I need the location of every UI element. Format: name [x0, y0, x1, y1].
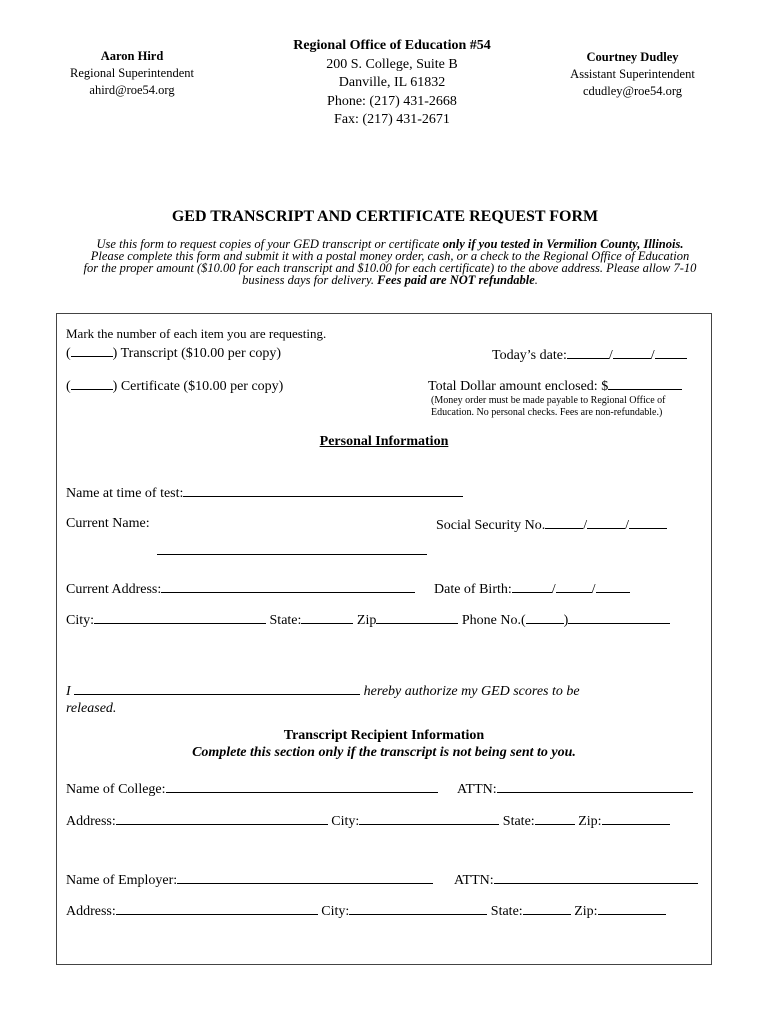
- office-name: Regional Office of Education #54: [293, 38, 491, 53]
- ssn-row: Social Security No. / /: [436, 516, 667, 534]
- intro-text-2: Please complete this form and submit it with a postal money order, cash, or a check to the Regional Office of Education for the proper amount ($10.00 for each transcript and $10.00 for each certificate) to the above address. Please allow 7-10 business days for delivery.: [83, 249, 697, 287]
- date-day-field[interactable]: [613, 346, 651, 359]
- ssn-part2-field[interactable]: [587, 516, 625, 529]
- personal-info-heading: Personal Information: [319, 434, 449, 449]
- assistant-superintendent-block: [555, 49, 710, 100]
- certificate-label: Certificate ($10.00 per copy): [120, 379, 284, 394]
- college-state-label: State:: [502, 814, 535, 829]
- dob-label: Date of Birth:: [434, 582, 512, 597]
- ssn-part3-field[interactable]: [629, 516, 667, 529]
- college-attn-field[interactable]: [497, 780, 693, 793]
- college-zip-label: Zip:: [578, 814, 602, 829]
- college-row: [66, 780, 438, 798]
- phone-label: Phone No.(: [461, 613, 526, 628]
- employer-state-label: State:: [490, 904, 523, 919]
- dob-month-field[interactable]: [512, 580, 552, 593]
- office-city: Danville, IL 61832: [338, 75, 446, 90]
- employer-zip-label: Zip:: [574, 904, 598, 919]
- date-month-field[interactable]: [567, 346, 609, 359]
- name-at-test-field[interactable]: [183, 484, 463, 497]
- office-street: 200 S. College, Suite B: [326, 56, 458, 72]
- intro-bold-2: Fees paid are NOT refundable: [377, 273, 535, 287]
- name-at-test-label: Name at time of test:: [66, 486, 184, 501]
- recipient-subheading: Complete this section only if the transcript is not being sent to you.: [192, 745, 576, 760]
- employer-city-field[interactable]: [349, 902, 487, 915]
- intro-text-1: Use this form to request copies of your GED transcript or certificate: [96, 237, 443, 251]
- assistant-name: Courtney Dudley: [586, 50, 679, 64]
- assistant-email: cdudley@roe54.org: [582, 84, 683, 98]
- employer-city-label: City:: [321, 904, 350, 919]
- superintendent-block: [52, 48, 212, 99]
- total-amount-label: Total Dollar amount enclosed: $: [428, 379, 609, 394]
- office-phone: Phone: (217) 431-2668: [327, 93, 457, 109]
- current-address-label: Current Address:: [66, 582, 162, 597]
- employer-state-field[interactable]: [523, 902, 571, 915]
- authorization-suffix: hereby authorize my GED scores to be: [363, 684, 580, 699]
- todays-date-label: Today’s date:: [492, 348, 567, 363]
- dob-row: Date of Birth: / /: [434, 580, 630, 598]
- city-field[interactable]: [94, 611, 266, 624]
- intro-end: .: [534, 273, 538, 287]
- college-city-label: City:: [331, 814, 360, 829]
- current-name-field[interactable]: [157, 554, 427, 555]
- college-address-label: Address:: [66, 814, 116, 829]
- total-amount-field[interactable]: [608, 377, 682, 390]
- phone-number-field[interactable]: [568, 611, 670, 624]
- college-name-field[interactable]: [166, 780, 438, 793]
- employer-name-field[interactable]: [177, 871, 433, 884]
- authorization-row: [66, 682, 580, 700]
- employer-address-field[interactable]: [116, 902, 318, 915]
- form-title: GED TRANSCRIPT AND CERTIFICATE REQUEST FORM: [171, 208, 599, 225]
- authorization-prefix: I: [66, 684, 71, 699]
- employer-attn-row: [454, 871, 698, 889]
- college-attn-label: ATTN:: [457, 782, 497, 797]
- recipient-heading: Transcript Recipient Information: [283, 728, 485, 743]
- college-address-field[interactable]: [116, 812, 328, 825]
- city-label: City:: [66, 613, 95, 628]
- city-state-zip-row: City: State: Zip Phone No.( ): [66, 611, 706, 629]
- college-address-row: [66, 812, 706, 830]
- assistant-role: Assistant Superintendent: [570, 67, 695, 81]
- current-address-row: [66, 580, 415, 598]
- name-at-test-row: [66, 484, 463, 502]
- certificate-quantity-field[interactable]: [71, 377, 113, 390]
- employer-attn-label: ATTN:: [454, 873, 494, 888]
- employer-attn-field[interactable]: [494, 871, 698, 884]
- zip-field[interactable]: [376, 611, 458, 624]
- intro-bold-1: only if you tested in Vermilion County, Illinois.: [442, 237, 684, 251]
- todays-date-row: Today’s date: / /: [492, 346, 687, 364]
- state-label: State:: [269, 613, 302, 628]
- employer-address-label: Address:: [66, 904, 116, 919]
- employer-address-row: [66, 902, 706, 920]
- dob-year-field[interactable]: [596, 580, 630, 593]
- transcript-label: Transcript ($10.00 per copy): [120, 346, 282, 361]
- current-address-field[interactable]: [161, 580, 415, 593]
- request-instruction: Mark the number of each item you are requesting.: [66, 326, 327, 341]
- total-amount-row: [428, 377, 682, 395]
- superintendent-role: Regional Superintendent: [70, 66, 194, 80]
- employer-row: [66, 871, 433, 889]
- authorization-line2: released.: [66, 701, 117, 716]
- college-attn-row: [457, 780, 693, 798]
- office-fax: Fax: (217) 431-2671: [334, 112, 450, 127]
- date-year-field[interactable]: [655, 346, 687, 359]
- office-address-block: [262, 37, 522, 130]
- college-city-field[interactable]: [359, 812, 499, 825]
- certificate-row: ( ) Certificate ($10.00 per copy): [66, 379, 284, 394]
- ssn-label: Social Security No.: [436, 518, 546, 533]
- ssn-part1-field[interactable]: [545, 516, 583, 529]
- college-state-field[interactable]: [535, 812, 575, 825]
- current-name-label: Current Name:: [66, 516, 150, 531]
- form-instructions: [82, 238, 698, 286]
- phone-area-field[interactable]: [526, 611, 564, 624]
- transcript-row: ( ) Transcript ($10.00 per copy): [66, 346, 282, 361]
- state-field[interactable]: [301, 611, 353, 624]
- employer-zip-field[interactable]: [598, 902, 666, 915]
- college-label: Name of College:: [66, 782, 166, 797]
- superintendent-email: ahird@roe54.org: [89, 83, 175, 97]
- money-order-note: (Money order must be made payable to Regional Office of Education. No personal checks. Fees are non-refundable.): [431, 395, 666, 418]
- employer-label: Name of Employer:: [66, 873, 178, 888]
- zip-label: Zip: [356, 613, 377, 628]
- transcript-quantity-field[interactable]: [71, 344, 113, 357]
- dob-day-field[interactable]: [556, 580, 592, 593]
- authorization-name-field[interactable]: [74, 682, 360, 695]
- college-zip-field[interactable]: [602, 812, 670, 825]
- superintendent-name: Aaron Hird: [100, 49, 164, 63]
